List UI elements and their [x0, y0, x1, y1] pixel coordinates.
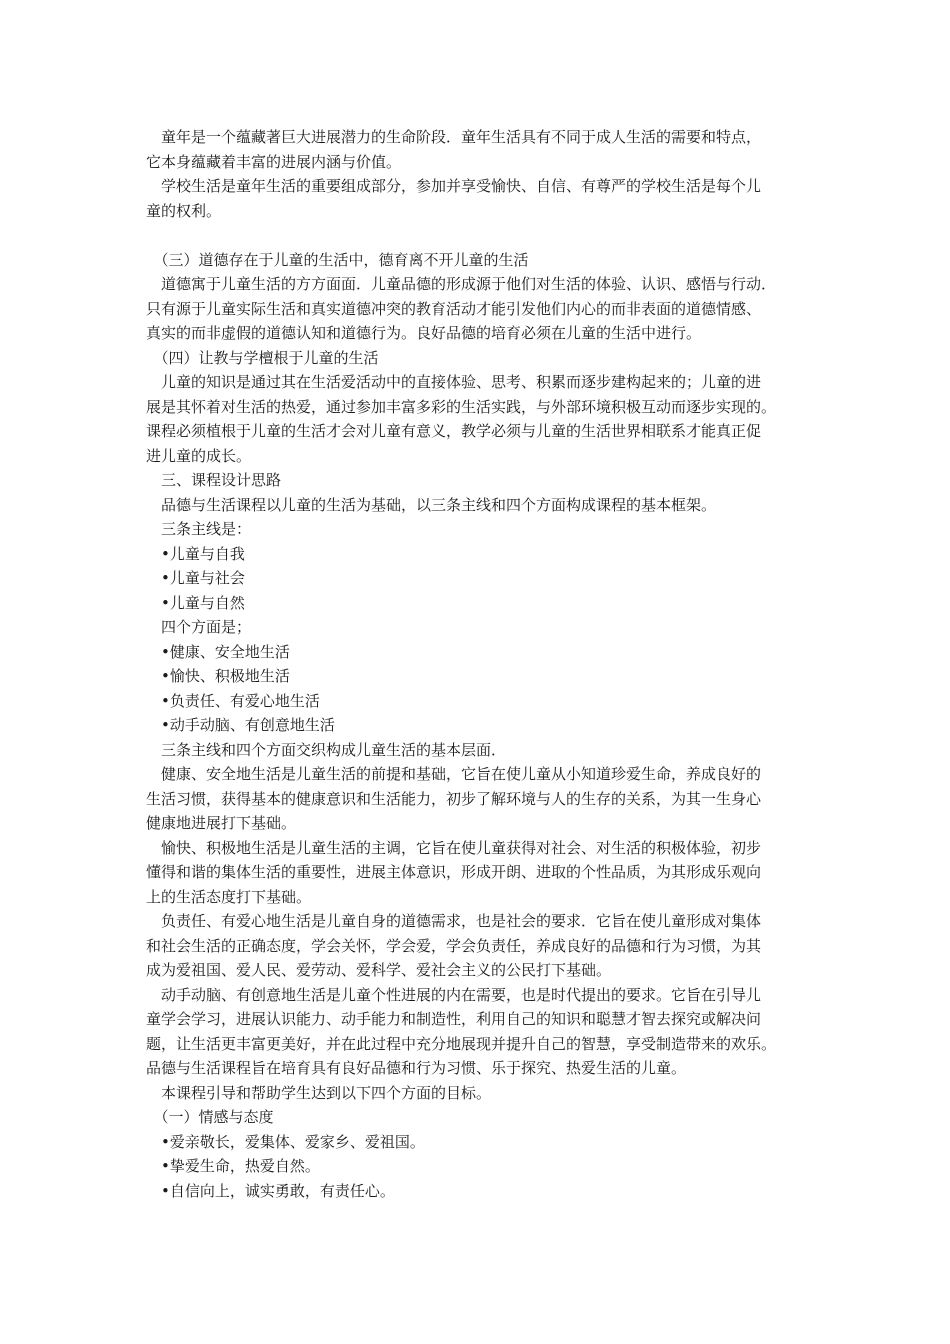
text-line: 健康、安全地生活是儿童生活的前提和基础，它旨在使儿童从小知道珍爱生命，养成良好的	[146, 765, 762, 783]
text-line: 生活习惯，获得基本的健康意识和生活能力，初步了解环境与人的生存的关系，为其一生身心	[146, 789, 762, 808]
text-line: 动手动脑、有创意地生活是儿童个性进展的内在需要，也是时代提出的要求。它旨在引导儿	[146, 985, 762, 1004]
text-line: 上的生活态度打下基础。	[146, 887, 312, 906]
document-body	[146, 125, 826, 1203]
text-line: 三条主线和四个方面交织构成儿童生活的基本层面．	[146, 740, 507, 759]
text-line: （一）情感与态度	[146, 1108, 274, 1126]
text-line: （四）让教与学檀根于儿童的生活	[146, 348, 379, 367]
text-line: 品德与生活课程以儿童的生活为基础，以三条主线和四个方面构成课程的基本框架。	[146, 495, 717, 514]
text-line: •儿童与社会	[146, 569, 245, 587]
text-line: 儿童的知识是通过其在生活爱活动中的直接体验、思考、积累而逐步建构起来的；儿童的进	[146, 373, 762, 391]
text-line: •自信向上，诚实勇敢，有责任心。	[146, 1181, 395, 1200]
text-line: 题，让生活更丰富更美好，并在此过程中充分地展现并提升自己的智慧，享受制造带来的欢乐。	[146, 1034, 777, 1053]
text-line: 童年是一个蕴藏著巨大进展潜力的生命阶段．童年生活具有不同于成人生活的需要和特点，	[146, 128, 762, 146]
text-line: 三条主线是：	[146, 520, 252, 538]
text-line: 三、课程设计思路	[146, 471, 282, 489]
text-line: 愉快、积极地生活是儿童生活的主调，它旨在使儿童获得对社会、对生活的积极体验，初步	[146, 838, 762, 857]
text-line: 负责任、有爱心地生活是儿童自身的道德需求，也是社会的要求．它旨在使儿童形成对集体	[146, 912, 762, 930]
text-line: •爱亲敬长，爱集体、爱家乡、爱祖国。	[146, 1132, 425, 1151]
text-line: 品德与生活课程旨在培育具有良好品德和行为习惯、乐于探究、热爱生活的儿童。	[146, 1059, 687, 1077]
text-line: 学校生活是童年生活的重要组成部分，参加并享受愉快、自信、有尊严的学校生活是每个儿	[146, 177, 762, 195]
text-line	[146, 223, 826, 248]
text-line: 和社会生活的正确态度，学会关怀，学会爱，学会负责任，养成良好的品德和行为习惯，为其	[146, 936, 762, 955]
text-line: 只有源于儿童实际生活和真实道德冲突的教育活动才能引发他们内心的而非表面的道德情感、	[146, 299, 762, 318]
text-line: •儿童与自然	[146, 593, 245, 612]
text-line: 展是其怀着对生活的热爱，通过参加丰富多彩的生活实践，与外部环境积极互动而逐步实现的。	[146, 397, 777, 416]
text-line: •愉快、积极地生活	[146, 667, 290, 685]
text-line: 道德寓于儿童生活的方方面面．儿童品德的形成源于他们对生活的体验、认识、感悟与行动．	[146, 275, 777, 293]
text-line: 童的权利。	[146, 201, 222, 220]
text-line: •儿童与自我	[146, 544, 245, 563]
text-line: 童学会学习，进展认识能力、动手能力和制造性，利用自己的知识和聪慧才智去探究或解决问	[146, 1010, 762, 1028]
text-line: 它本身蕴藏着丰富的进展内涵与价值。	[146, 152, 402, 171]
text-line: （三）道德存在于儿童的生活中，德育离不开儿童的生活	[146, 250, 529, 269]
text-line: 懂得和谐的集体生活的重要性，进展主体意识，形成开朗、进取的个性品质，为其形成乐观向	[146, 863, 762, 881]
text-line: •健康、安全地生活	[146, 642, 290, 661]
text-line: 成为爱祖国、爱人民、爱劳动、爱科学、爱社会主义的公民打下基础。	[146, 961, 612, 979]
text-line: •动手动脑、有创意地生活	[146, 716, 335, 734]
text-line: 四个方面是；	[146, 618, 252, 636]
text-line: 真实的而非虚假的道德认知和道德行为。良好品德的培育必须在儿童的生活中进行。	[146, 324, 702, 342]
text-line: 本课程引导和帮助学生达到以下四个方面的目标。	[146, 1083, 492, 1102]
text-line: •负责任、有爱心地生活	[146, 691, 320, 710]
text-line: 课程必须植根于儿童的生活才会对儿童有意义，教学必须与儿童的生活世界相联系才能真正促	[146, 422, 762, 440]
text-line: 进儿童的成长。	[146, 446, 252, 465]
text-line: •挚爱生命，热爱自然。	[146, 1157, 320, 1175]
text-line: 健康地进展打下基础。	[146, 814, 297, 832]
